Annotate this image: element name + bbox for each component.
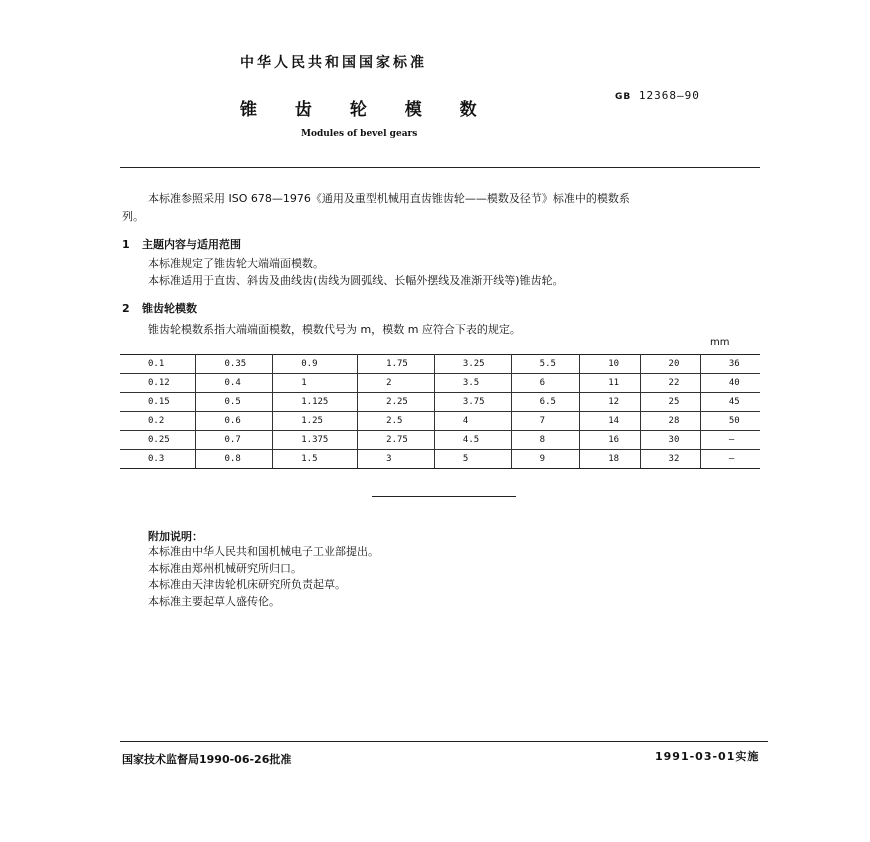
intro-line-1: 本标准参照采用 ISO 678—1976《通用及重型机械用直齿锥齿轮——模数及径节》标准中的模数系 [148, 192, 630, 205]
section-2-number: 2 [122, 302, 130, 315]
effective-date: 1991-03-01实施 [655, 750, 760, 763]
table-cell: 3 [358, 450, 435, 469]
table-cell: 7 [511, 412, 580, 431]
table-cell: 8 [511, 431, 580, 450]
table-cell: 0.9 [273, 355, 358, 374]
table-row [120, 393, 760, 412]
end-divider [372, 496, 516, 497]
table-cell: 50 [700, 412, 760, 431]
table-cell: 10 [580, 355, 640, 374]
table-cell: 3.25 [434, 355, 511, 374]
table-cell: 2.75 [358, 431, 435, 450]
table-row [120, 355, 760, 374]
note-line: 本标准由中华人民共和国机械电子工业部提出。 [148, 545, 379, 558]
table-cell: 25 [640, 393, 700, 412]
section-1-line-1: 本标准规定了锥齿轮大端端面模数。 [148, 257, 324, 270]
table-row [120, 431, 760, 450]
table-cell: 0.1 [120, 355, 196, 374]
table-cell: 30 [640, 431, 700, 450]
national-standard-heading: 中华人民共和国国家标准 [240, 55, 427, 71]
standard-number [615, 89, 700, 102]
table-cell: 36 [700, 355, 760, 374]
standard-prefix: GB [615, 92, 632, 102]
table-cell: 28 [640, 412, 700, 431]
section-2-title: 锥齿轮模数 [142, 302, 197, 315]
module-table [120, 354, 760, 469]
table-unit: mm [710, 337, 730, 348]
table-cell: 0.12 [120, 374, 196, 393]
note-line: 本标准主要起草人盛传伦。 [148, 595, 280, 608]
table-cell: 40 [700, 374, 760, 393]
top-divider [120, 167, 760, 168]
table-cell: 0.25 [120, 431, 196, 450]
table-row [120, 450, 760, 469]
approval-date: 国家技术监督局1990-06-26批准 [122, 753, 292, 766]
standard-code: 12368—90 [638, 89, 700, 102]
module-table-body [120, 355, 760, 469]
note-line: 本标准由天津齿轮机床研究所负责起草。 [148, 578, 346, 591]
table-cell: — [700, 431, 760, 450]
table-cell: 0.4 [196, 374, 273, 393]
note-line: 本标准由郑州机械研究所归口。 [148, 562, 302, 575]
notes-heading: 附加说明： [148, 530, 203, 543]
table-cell: 3.75 [434, 393, 511, 412]
table-row [120, 412, 760, 431]
table-cell: 16 [580, 431, 640, 450]
table-cell: 3.5 [434, 374, 511, 393]
table-cell: 0.2 [120, 412, 196, 431]
document-title-zh: 锥 齿 轮 模 数 [240, 100, 477, 120]
table-cell: 0.15 [120, 393, 196, 412]
table-cell: 1.5 [273, 450, 358, 469]
table-cell: 4.5 [434, 431, 511, 450]
table-cell: 0.6 [196, 412, 273, 431]
table-cell: 2.25 [358, 393, 435, 412]
intro-line-2: 列。 [122, 210, 144, 223]
document-title-en: Modules of bevel gears [301, 129, 418, 139]
table-cell: — [700, 450, 760, 469]
table-row [120, 374, 760, 393]
table-cell: 6 [511, 374, 580, 393]
table-cell: 0.8 [196, 450, 273, 469]
table-cell: 0.5 [196, 393, 273, 412]
section-1-heading [122, 236, 241, 252]
table-cell: 2.5 [358, 412, 435, 431]
table-cell: 6.5 [511, 393, 580, 412]
section-2-line-1: 锥齿轮模数系指大端端面模数，模数代号为 m，模数 m 应符合下表的规定。 [148, 323, 521, 336]
table-cell: 4 [434, 412, 511, 431]
table-cell: 5.5 [511, 355, 580, 374]
table-cell: 32 [640, 450, 700, 469]
section-2-heading [122, 300, 197, 316]
table-cell: 1.125 [273, 393, 358, 412]
footer-divider [120, 741, 768, 742]
table-cell: 2 [358, 374, 435, 393]
table-cell: 20 [640, 355, 700, 374]
table-cell: 0.3 [120, 450, 196, 469]
table-cell: 18 [580, 450, 640, 469]
table-cell: 14 [580, 412, 640, 431]
section-1-line-2: 本标准适用于直齿、斜齿及曲线齿(齿线为圆弧线、长幅外摆线及准渐开线等)锥齿轮。 [148, 274, 564, 287]
table-cell: 0.35 [196, 355, 273, 374]
table-cell: 0.7 [196, 431, 273, 450]
table-cell: 1.75 [358, 355, 435, 374]
table-cell: 1.375 [273, 431, 358, 450]
table-cell: 5 [434, 450, 511, 469]
table-cell: 45 [700, 393, 760, 412]
table-cell: 9 [511, 450, 580, 469]
table-cell: 1 [273, 374, 358, 393]
table-cell: 1.25 [273, 412, 358, 431]
table-cell: 11 [580, 374, 640, 393]
table-cell: 12 [580, 393, 640, 412]
section-1-title: 主题内容与适用范围 [142, 238, 241, 251]
section-1-number: 1 [122, 238, 130, 251]
table-cell: 22 [640, 374, 700, 393]
